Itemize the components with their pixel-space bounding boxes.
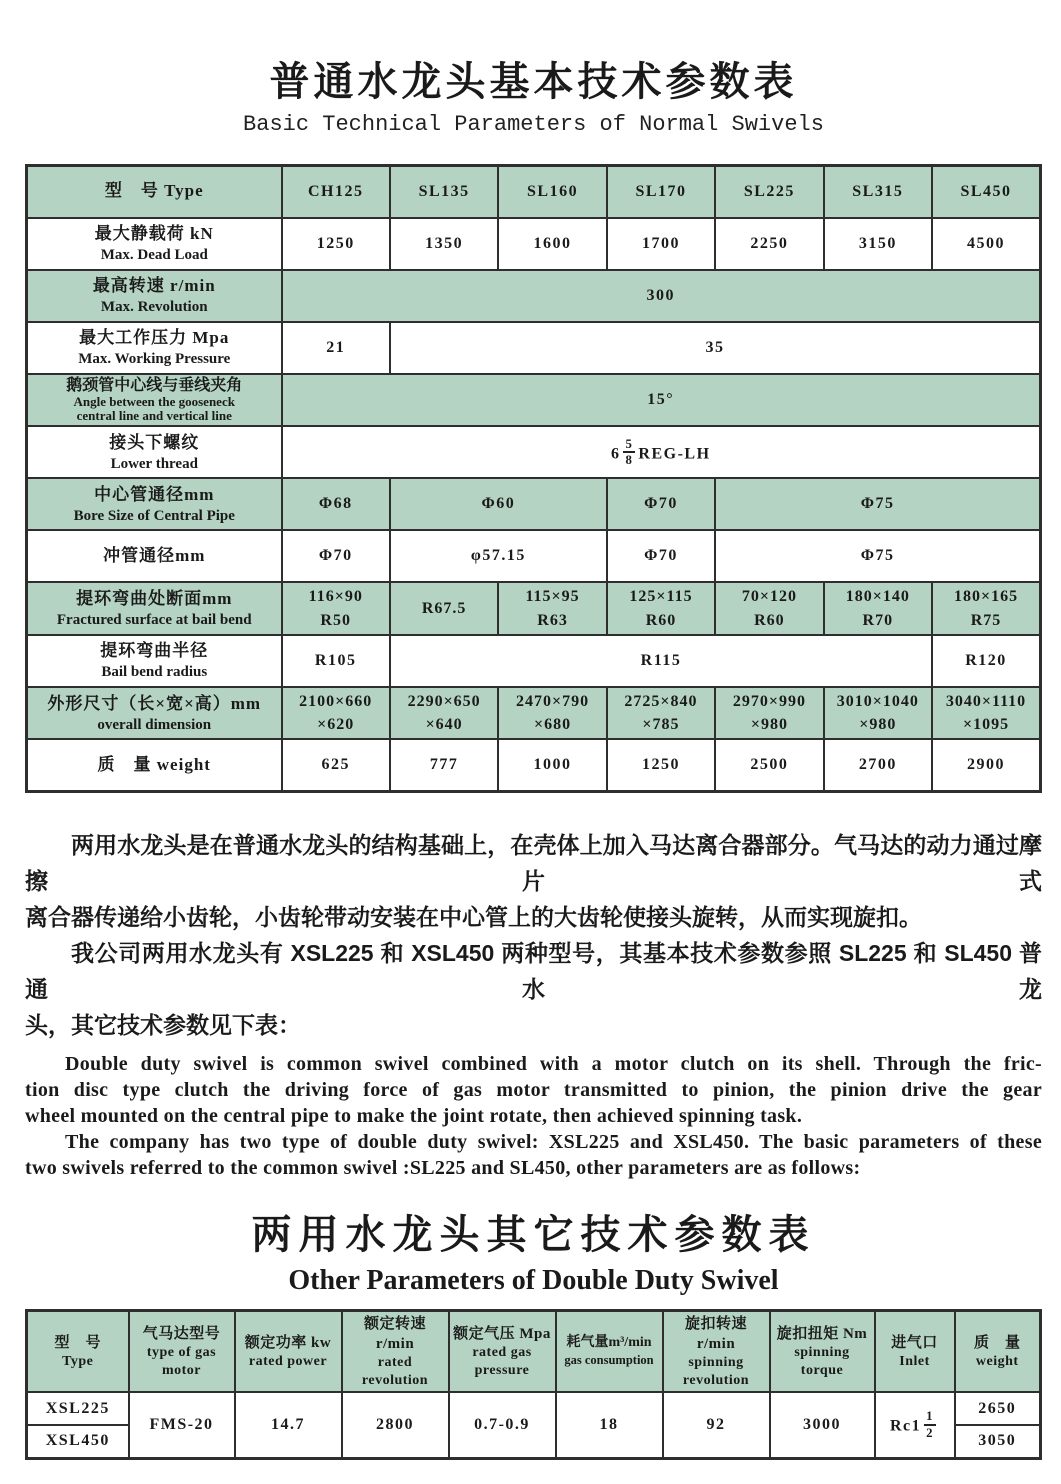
value-cell: Φ75 bbox=[715, 530, 1040, 582]
row-label-zh: 中心管通径mm bbox=[94, 485, 215, 505]
row-label-zh: 提环弯曲半径 bbox=[100, 641, 209, 661]
row-label-zh: 接头下螺纹 bbox=[109, 433, 200, 453]
value-cell: 2250 bbox=[715, 218, 823, 270]
value-cell: 777 bbox=[390, 739, 498, 791]
value-cell: FMS-20 bbox=[129, 1392, 235, 1458]
value-cell: 2800 bbox=[342, 1392, 449, 1458]
paragraph-line: The company has two type of double duty swivel: XSL225 and XSL450. The basic parameters of these bbox=[65, 1130, 1042, 1153]
row-label-dead-load bbox=[27, 218, 282, 270]
paragraph-line: two swivels referred to the common swivel :SL225 and SL450, other parameters are as follows: bbox=[25, 1156, 861, 1179]
table-row-revolution bbox=[27, 270, 1041, 322]
model-cell: SL225 bbox=[715, 166, 823, 218]
value-cell: 21 bbox=[282, 322, 390, 374]
header-line: 质 量 bbox=[973, 1334, 1021, 1351]
page-title-en: Basic Technical Parameters of Normal Swivels bbox=[243, 112, 824, 137]
value-cell: Φ60 bbox=[390, 478, 607, 530]
value-line: 3040×1110 bbox=[945, 692, 1027, 710]
body-text bbox=[25, 827, 1042, 1181]
row-label-en: Bail bend radius bbox=[101, 664, 208, 681]
row-label-lower-thread bbox=[27, 426, 282, 478]
model-cell: XSL225 bbox=[27, 1392, 129, 1425]
paragraph-line: 我公司两用水龙头有 XSL225 和 XSL450 两种型号，其基本技术参数参照 SL225 和 SL450 普通水龙 bbox=[25, 939, 1042, 1002]
row-label-bore-size bbox=[27, 478, 282, 530]
table-row-flush-pipe bbox=[27, 530, 1041, 582]
row-label-en: Angle between the gooseneck bbox=[73, 393, 235, 409]
value-cell bbox=[607, 687, 715, 739]
value-line: 2290×650 bbox=[407, 692, 481, 710]
value-cell bbox=[715, 687, 823, 739]
thread-whole: 6 bbox=[610, 445, 621, 463]
paragraph-line: Double duty swivel is common swivel combined with a motor clutch on its shell. Through the fric- bbox=[65, 1052, 1042, 1075]
header-gas-consumption bbox=[556, 1310, 663, 1392]
row-label-zh: 提环弯曲处断面mm bbox=[76, 589, 233, 609]
value-cell bbox=[390, 582, 498, 634]
value-line: R60 bbox=[645, 611, 677, 629]
table-row-bail-radius bbox=[27, 635, 1041, 687]
row-label-en: Max. Dead Load bbox=[100, 246, 208, 263]
header-line: 额定气压 Mpa bbox=[453, 1325, 551, 1342]
value-cell: 1600 bbox=[498, 218, 606, 270]
value-cell: 2700 bbox=[824, 739, 932, 791]
value-cell: 625 bbox=[282, 739, 390, 791]
row-label-zh: 外形尺寸（长×宽×高）mm bbox=[47, 693, 262, 713]
value-line: 116×90 bbox=[308, 588, 363, 606]
header-type bbox=[27, 1310, 129, 1392]
header-spinning-revolution bbox=[663, 1310, 770, 1392]
row-label-en: Bore Size of Central Pipe bbox=[73, 507, 235, 524]
value-line: ×785 bbox=[642, 716, 680, 734]
fraction-denominator: 2 bbox=[926, 1425, 935, 1440]
value-line: ×620 bbox=[317, 716, 355, 734]
value-cell bbox=[282, 687, 390, 739]
value-cell bbox=[498, 582, 606, 634]
header-spinning-torque bbox=[770, 1310, 875, 1392]
catalog-page bbox=[0, 58, 1061, 1460]
second-title-zh: 两用水龙头其它技术参数表 bbox=[251, 1211, 816, 1257]
header-line: 耗气量m³/min bbox=[566, 1335, 652, 1351]
row-label-en: Lower thread bbox=[110, 455, 198, 472]
value-cell: 2650 bbox=[955, 1392, 1041, 1425]
paragraph-line: wheel mounted on the central pipe to make the joint rotate, then achieved spinning task. bbox=[25, 1104, 803, 1127]
value-line: R70 bbox=[862, 611, 894, 629]
value-line: R63 bbox=[537, 611, 568, 629]
english-paragraphs bbox=[25, 1051, 1042, 1181]
value-cell: 1250 bbox=[282, 218, 390, 270]
header-line: motor bbox=[161, 1362, 202, 1378]
value-cell: Φ70 bbox=[282, 530, 390, 582]
value-cell: φ57.15 bbox=[390, 530, 607, 582]
header-line: 额定转速r/min bbox=[363, 1315, 426, 1352]
header-line: revolution bbox=[361, 1372, 429, 1388]
header-line: Type bbox=[62, 1353, 94, 1369]
double-duty-swivel-table bbox=[25, 1309, 1042, 1460]
row-label-bail-radius bbox=[27, 635, 282, 687]
row-label-en: central line and vertical line bbox=[76, 408, 232, 424]
value-line: R67.5 bbox=[421, 600, 467, 618]
model-cell: XSL450 bbox=[27, 1425, 129, 1458]
row-label-weight bbox=[27, 739, 282, 791]
row-label-revolution bbox=[27, 270, 282, 322]
table-row-dead-load bbox=[27, 218, 1041, 270]
value-cell: 300 bbox=[282, 270, 1041, 322]
value-cell: 3000 bbox=[770, 1392, 875, 1458]
row-label-zh: 最高转速 r/min bbox=[92, 276, 216, 296]
row-label-flush-pipe bbox=[27, 530, 282, 582]
header-line: rated gas bbox=[472, 1345, 532, 1361]
inlet-fraction bbox=[924, 1410, 936, 1440]
header-line: Inlet bbox=[899, 1353, 930, 1369]
value-line: 180×140 bbox=[845, 588, 910, 606]
header-line: 进气口 bbox=[891, 1334, 938, 1351]
value-cell: R115 bbox=[390, 635, 932, 687]
second-title-en: Other Parameters of Double Duty Swivel bbox=[288, 1264, 779, 1296]
row-label-zh: 冲管通径mm bbox=[103, 546, 206, 566]
value-cell: 1000 bbox=[498, 739, 606, 791]
header-line: spinning bbox=[794, 1345, 850, 1361]
header-line: 额定功率 kw bbox=[244, 1334, 332, 1351]
row-label-zh: 最大工作压力 Mpa bbox=[79, 328, 230, 348]
value-line: 70×120 bbox=[741, 588, 797, 606]
header-line: weight bbox=[975, 1353, 1019, 1369]
value-cell: 92 bbox=[663, 1392, 770, 1458]
header-line: gas consumption bbox=[564, 1353, 654, 1368]
row-label-zh: 质 量 weight bbox=[97, 754, 211, 774]
value-cell: Φ70 bbox=[607, 530, 715, 582]
header-line: 气马达型号 bbox=[142, 1325, 221, 1342]
value-cell: 0.7-0.9 bbox=[449, 1392, 556, 1458]
value-cell bbox=[932, 582, 1040, 634]
row-label-bail-section bbox=[27, 582, 282, 634]
thread-suffix: REG-LH bbox=[638, 445, 711, 463]
fraction-denominator: 8 bbox=[625, 453, 634, 468]
value-cell: Φ70 bbox=[607, 478, 715, 530]
row-label-en: Max. Revolution bbox=[100, 298, 208, 315]
value-cell: 3150 bbox=[824, 218, 932, 270]
value-cell: 35 bbox=[390, 322, 1041, 374]
value-cell bbox=[607, 582, 715, 634]
header-gas-motor bbox=[129, 1310, 235, 1392]
value-line: 2100×660 bbox=[299, 692, 373, 710]
header-line: rated power bbox=[248, 1353, 328, 1369]
row-label-en: overall dimension bbox=[97, 716, 212, 733]
value-cell bbox=[715, 582, 823, 634]
value-line: ×640 bbox=[425, 716, 463, 734]
value-cell: 3050 bbox=[955, 1425, 1041, 1458]
value-line: ×980 bbox=[750, 716, 788, 734]
table-row-bore-size bbox=[27, 478, 1041, 530]
value-line: 2970×990 bbox=[732, 692, 806, 710]
row-label-text: 型 号 Type bbox=[104, 181, 204, 201]
header-inlet bbox=[875, 1310, 955, 1392]
header-line: rated bbox=[377, 1355, 413, 1371]
value-cell bbox=[824, 687, 932, 739]
model-cell: SL450 bbox=[932, 166, 1040, 218]
value-line: 2725×840 bbox=[624, 692, 698, 710]
model-cell: SL315 bbox=[824, 166, 932, 218]
inlet-prefix: Rc1 bbox=[889, 1417, 922, 1435]
table2-row-xsl225 bbox=[27, 1392, 1041, 1425]
header-line: type of gas bbox=[146, 1345, 217, 1361]
value-cell: 14.7 bbox=[235, 1392, 342, 1458]
value-line: 180×165 bbox=[953, 588, 1019, 606]
value-cell: 1700 bbox=[607, 218, 715, 270]
value-cell: 15° bbox=[282, 374, 1041, 427]
model-cell: SL135 bbox=[390, 166, 498, 218]
value-cell-thread bbox=[282, 426, 1041, 478]
header-rated-revolution bbox=[342, 1310, 449, 1392]
value-line: R75 bbox=[970, 611, 1002, 629]
table-row-weight bbox=[27, 739, 1041, 791]
value-cell: 4500 bbox=[932, 218, 1040, 270]
row-label-gooseneck-angle bbox=[27, 374, 282, 427]
value-line: 115×95 bbox=[525, 588, 580, 606]
value-cell: Φ68 bbox=[282, 478, 390, 530]
header-line: spinning bbox=[688, 1355, 744, 1371]
header-line: 旋扣转速r/min bbox=[684, 1315, 747, 1352]
value-line: 125×115 bbox=[629, 588, 693, 606]
value-line: R60 bbox=[754, 611, 785, 629]
paragraph-line: 离合器传递给小齿轮，小齿轮带动安装在中心管上的大齿轮使接头旋转，从而实现旋扣。 bbox=[25, 903, 922, 930]
value-cell: R105 bbox=[282, 635, 390, 687]
value-cell bbox=[824, 582, 932, 634]
model-cell: SL170 bbox=[607, 166, 715, 218]
row-label-zh: 最大静载荷 kN bbox=[94, 224, 214, 244]
value-cell: 1250 bbox=[607, 739, 715, 791]
value-cell: 2900 bbox=[932, 739, 1040, 791]
header-line: 型 号 bbox=[54, 1334, 101, 1351]
value-cell: Φ75 bbox=[715, 478, 1040, 530]
value-cell: 2500 bbox=[715, 739, 823, 791]
normal-swivels-table bbox=[25, 164, 1042, 793]
header-line: revolution bbox=[682, 1372, 750, 1388]
row-label-dimension bbox=[27, 687, 282, 739]
value-line: ×1095 bbox=[962, 716, 1010, 734]
value-line: 2470×790 bbox=[515, 692, 590, 710]
header-rated-pressure bbox=[449, 1310, 556, 1392]
value-line: 3010×1040 bbox=[836, 692, 919, 710]
header-line: torque bbox=[800, 1362, 844, 1378]
page-title-zh: 普通水龙头基本技术参数表 bbox=[269, 59, 798, 104]
value-cell bbox=[282, 582, 390, 634]
value-line: ×980 bbox=[859, 716, 897, 734]
value-cell bbox=[932, 687, 1040, 739]
table-row-pressure bbox=[27, 322, 1041, 374]
paragraph-line: 两用水龙头是在普通水龙头的结构基础上，在壳体上加入马达离合器部分。气马达的动力通过摩擦片式 bbox=[25, 831, 1042, 894]
header-rated-power bbox=[235, 1310, 342, 1392]
chinese-paragraphs bbox=[25, 827, 1042, 1043]
value-cell: R120 bbox=[932, 635, 1040, 687]
row-label-pressure bbox=[27, 322, 282, 374]
paragraph-line: tion disc type clutch the driving force of gas motor transmitted to pinion, the pinion drive the gear bbox=[25, 1078, 1042, 1101]
value-cell bbox=[498, 687, 606, 739]
value-cell: 18 bbox=[556, 1392, 663, 1458]
table-row-lower-thread bbox=[27, 426, 1041, 478]
paragraph-line: 头，其它技术参数见下表： bbox=[25, 1011, 301, 1038]
value-line: R50 bbox=[320, 611, 351, 629]
value-line: ×680 bbox=[533, 716, 572, 734]
value-cell: 1350 bbox=[390, 218, 498, 270]
model-cell: CH125 bbox=[282, 166, 390, 218]
table2-header-row bbox=[27, 1310, 1041, 1392]
table-row-dimension bbox=[27, 687, 1041, 739]
row-label-en: Fractured surface at bail bend bbox=[56, 612, 252, 629]
thread-fraction bbox=[623, 438, 635, 468]
model-cell: SL160 bbox=[498, 166, 606, 218]
row-label-type bbox=[27, 166, 282, 218]
row-label-en: Max. Working Pressure bbox=[78, 350, 231, 367]
table-row-type bbox=[27, 166, 1041, 218]
fraction-numerator: 1 bbox=[924, 1410, 936, 1426]
header-line: 旋扣扭矩 Nm bbox=[776, 1325, 868, 1342]
header-line: pressure bbox=[474, 1362, 530, 1378]
value-cell bbox=[390, 687, 498, 739]
value-cell-inlet bbox=[875, 1392, 955, 1458]
row-label-zh: 鹅颈管中心线与垂线夹角 bbox=[66, 376, 243, 394]
fraction-numerator: 5 bbox=[623, 438, 635, 454]
header-weight bbox=[955, 1310, 1041, 1392]
table-row-gooseneck-angle bbox=[27, 374, 1041, 427]
table-row-bail-section bbox=[27, 582, 1041, 634]
